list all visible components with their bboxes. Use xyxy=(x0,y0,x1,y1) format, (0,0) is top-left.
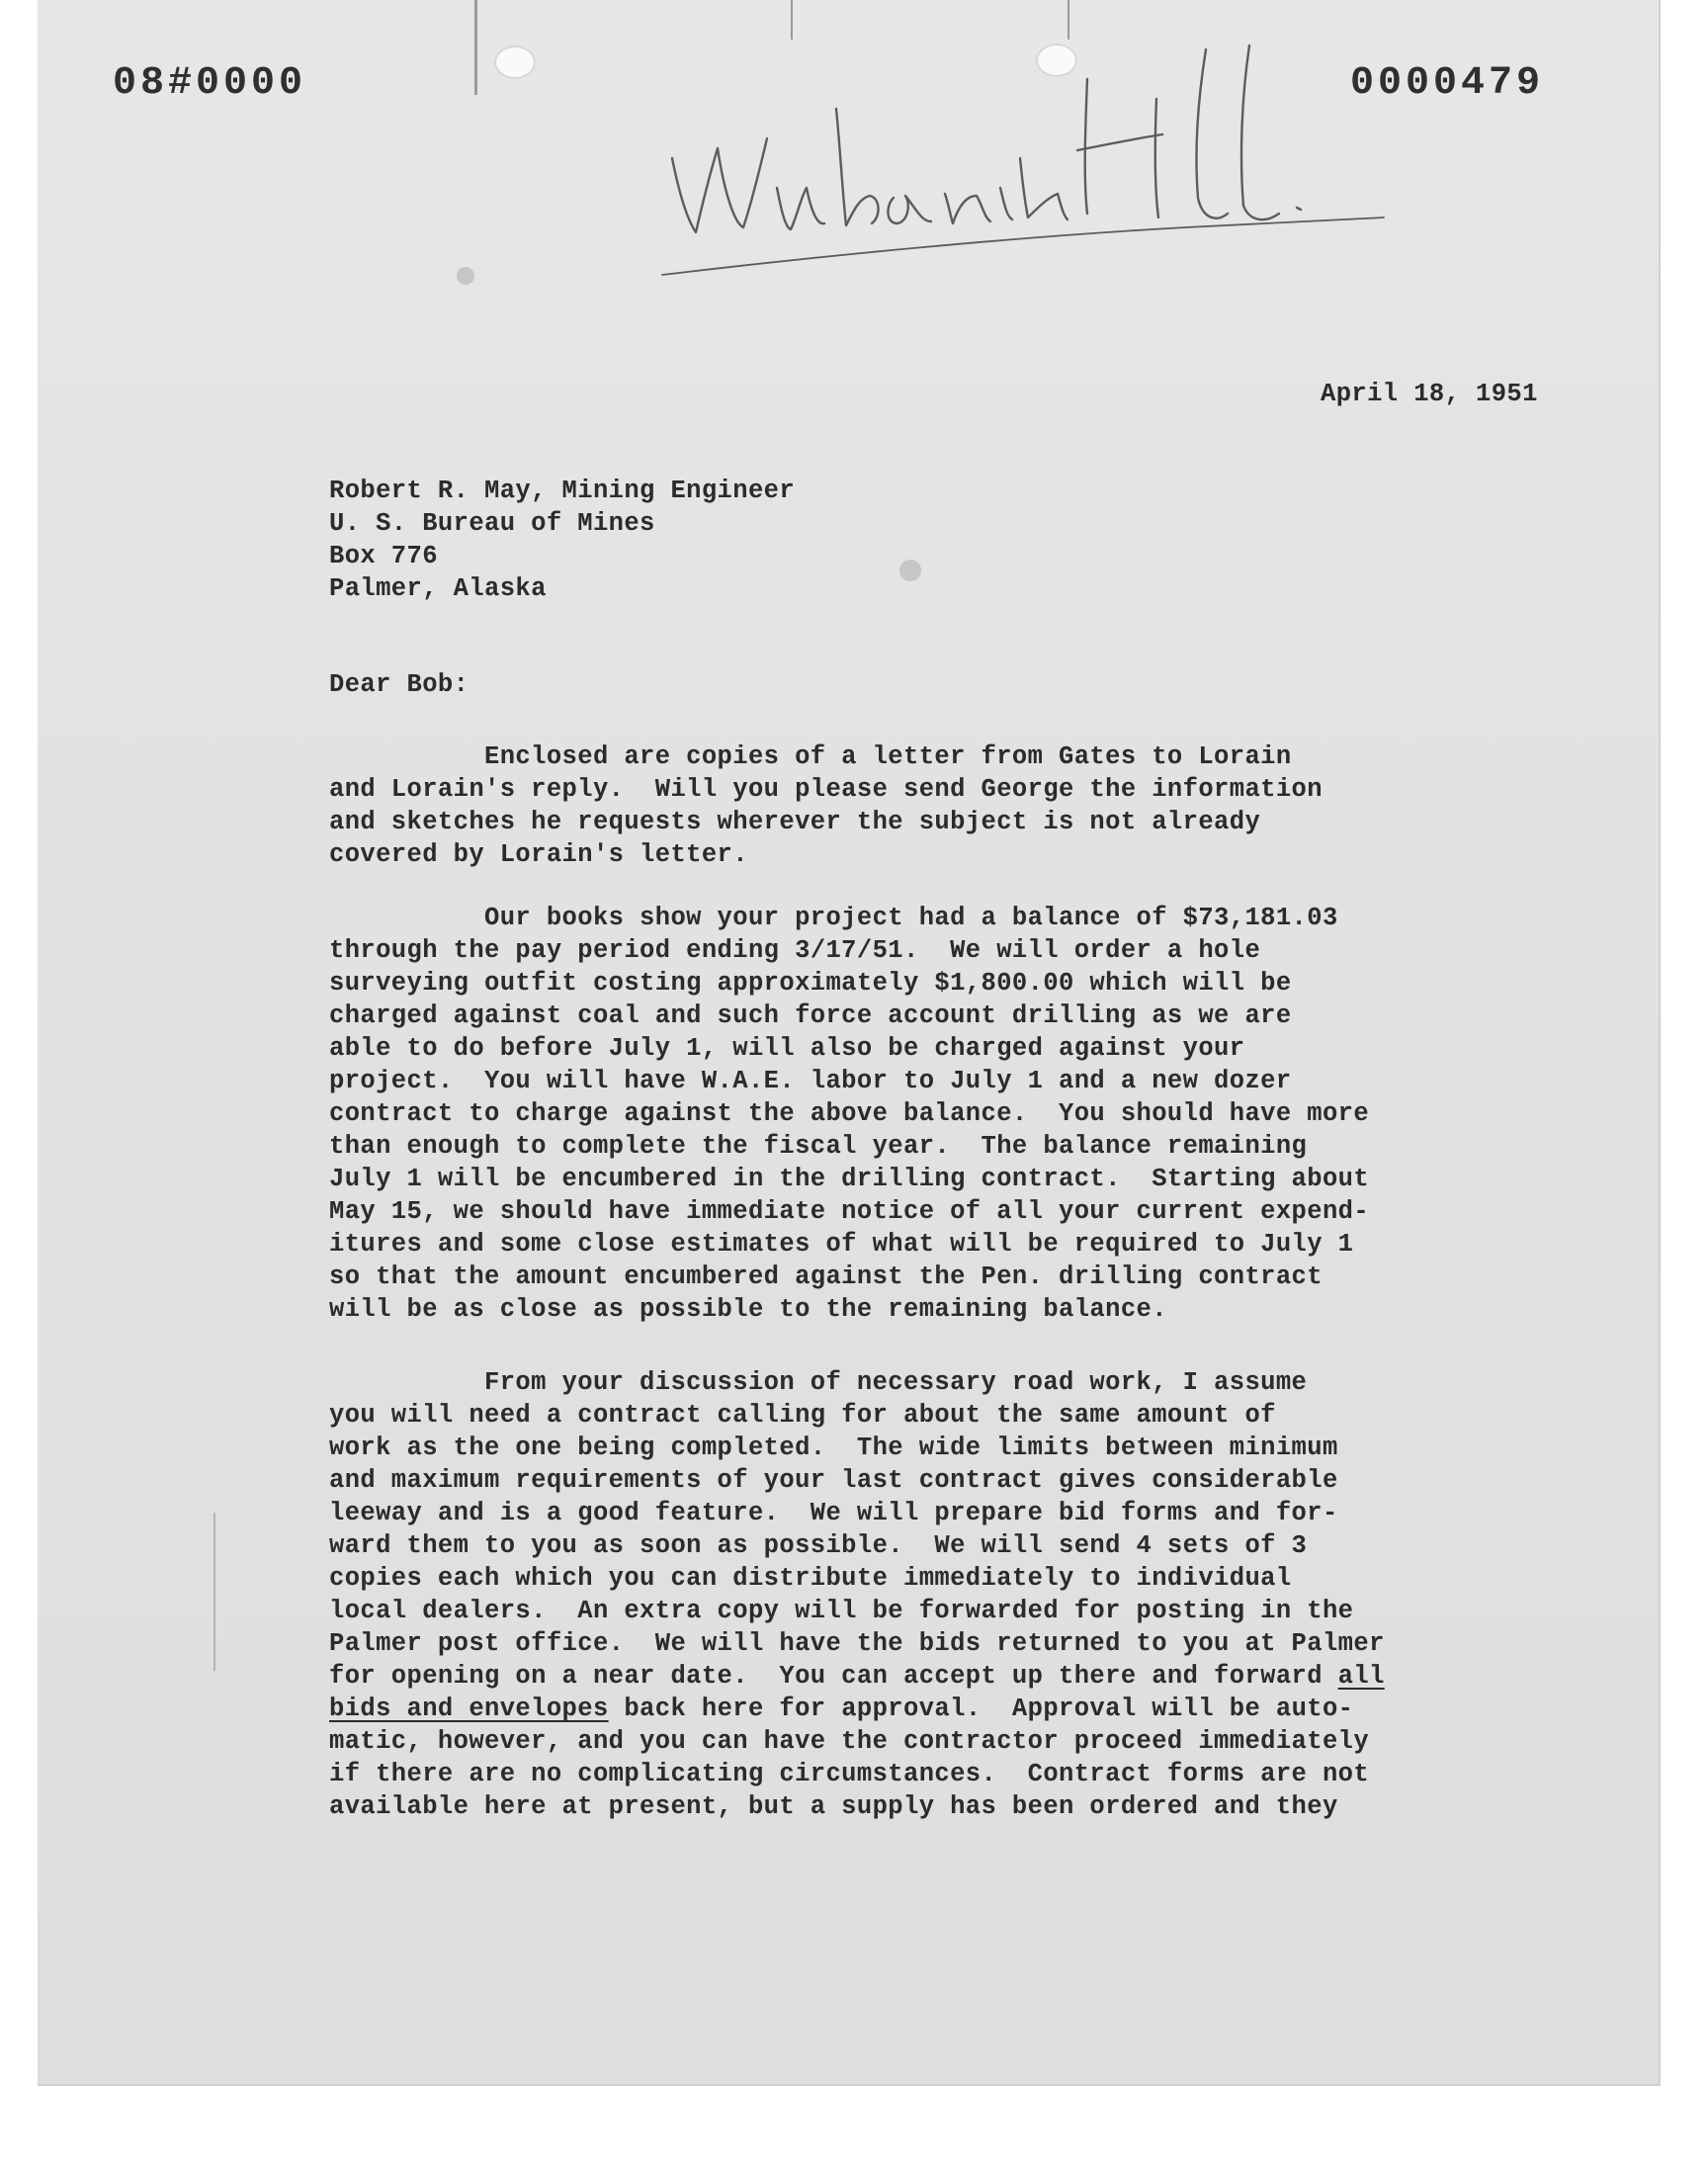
text-line: and Lorain's reply. Will you please send George the information xyxy=(329,775,1323,804)
paragraph-3 xyxy=(329,1366,1385,1823)
text-line: surveying outfit costing approximately $1,800.00 which will be xyxy=(329,969,1292,998)
text-line: matic, however, and you can have the contractor proceed immediately xyxy=(329,1727,1370,1756)
recipient-address xyxy=(329,475,795,605)
edge-mark xyxy=(214,1513,215,1671)
text-line: ward them to you as soon as possible. We will send 4 sets of 3 xyxy=(329,1531,1308,1560)
text-line: will be as close as possible to the remaining balance. xyxy=(329,1295,1167,1324)
text-line: project. You will have W.A.E. labor to July 1 and a new dozer xyxy=(329,1067,1292,1095)
salutation: Dear Bob: xyxy=(329,670,470,699)
underlined-text: all xyxy=(1337,1662,1385,1691)
address-line: Box 776 xyxy=(329,542,438,570)
text-line: Enclosed are copies of a letter from Gates to Lorain xyxy=(329,742,1292,771)
punch-hole xyxy=(496,47,534,77)
underlined-text: bids and envelopes xyxy=(329,1695,609,1723)
text-line: July 1 will be encumbered in the drilling contract. Starting about xyxy=(329,1165,1370,1193)
text-line: than enough to complete the fiscal year. The balance remaining xyxy=(329,1132,1308,1161)
address-line: U. S. Bureau of Mines xyxy=(329,509,655,538)
text-line: available here at present, but a supply has been ordered and they xyxy=(329,1792,1338,1821)
text-run: back here for approval. Approval will be auto- xyxy=(608,1695,1354,1723)
text-line: covered by Lorain's letter. xyxy=(329,840,748,869)
text-line: able to do before July 1, will also be charged against your xyxy=(329,1034,1245,1063)
text-line: so that the amount encumbered against the Pen. drilling contract xyxy=(329,1262,1323,1291)
text-line: itures and some close estimates of what will be required to July 1 xyxy=(329,1230,1354,1259)
text-line: you will need a contract calling for about the same amount of xyxy=(329,1401,1276,1430)
text-line: charged against coal and such force account drilling as we are xyxy=(329,1001,1292,1030)
document-number-left: 08#0000 xyxy=(113,61,307,106)
paragraph-1 xyxy=(329,740,1323,871)
address-line: Robert R. May, Mining Engineer xyxy=(329,477,796,505)
text-line: and maximum requirements of your last contract gives considerable xyxy=(329,1466,1338,1495)
text-line xyxy=(329,1660,1385,1693)
document-number-right: 0000479 xyxy=(1350,61,1545,106)
text-line: copies each which you can distribute immediately to individual xyxy=(329,1564,1292,1593)
text-line: Palmer post office. We will have the bids returned to you at Palmer xyxy=(329,1629,1385,1658)
text-run: for opening on a near date. You can accept up there and forward xyxy=(329,1662,1338,1691)
text-line: contract to charge against the above balance. You should have more xyxy=(329,1099,1370,1128)
letter-date: April 18, 1951 xyxy=(1321,380,1538,408)
text-line: and sketches he requests wherever the subject is not already xyxy=(329,808,1261,836)
text-line: through the pay period ending 3/17/51. We will order a hole xyxy=(329,936,1261,965)
text-line xyxy=(329,1693,1385,1725)
smudge-dot xyxy=(899,560,921,581)
text-line: local dealers. An extra copy will be forwarded for posting in the xyxy=(329,1597,1354,1625)
text-line: May 15, we should have immediate notice of all your current expend- xyxy=(329,1197,1370,1226)
text-line: From your discussion of necessary road work, I assume xyxy=(329,1368,1308,1397)
text-line: leeway and is a good feature. We will prepare bid forms and for- xyxy=(329,1499,1338,1527)
edge-mark xyxy=(1068,0,1069,40)
edge-mark xyxy=(791,0,793,40)
text-line: Our books show your project had a balance of $73,181.03 xyxy=(329,904,1338,932)
edge-mark xyxy=(474,0,477,95)
address-line: Palmer, Alaska xyxy=(329,574,547,603)
handwritten-signature xyxy=(652,40,1404,287)
text-line: work as the one being completed. The wide limits between minimum xyxy=(329,1434,1338,1462)
paragraph-2 xyxy=(329,902,1369,1326)
smudge-dot xyxy=(457,267,474,285)
text-line: if there are no complicating circumstances. Contract forms are not xyxy=(329,1760,1370,1788)
